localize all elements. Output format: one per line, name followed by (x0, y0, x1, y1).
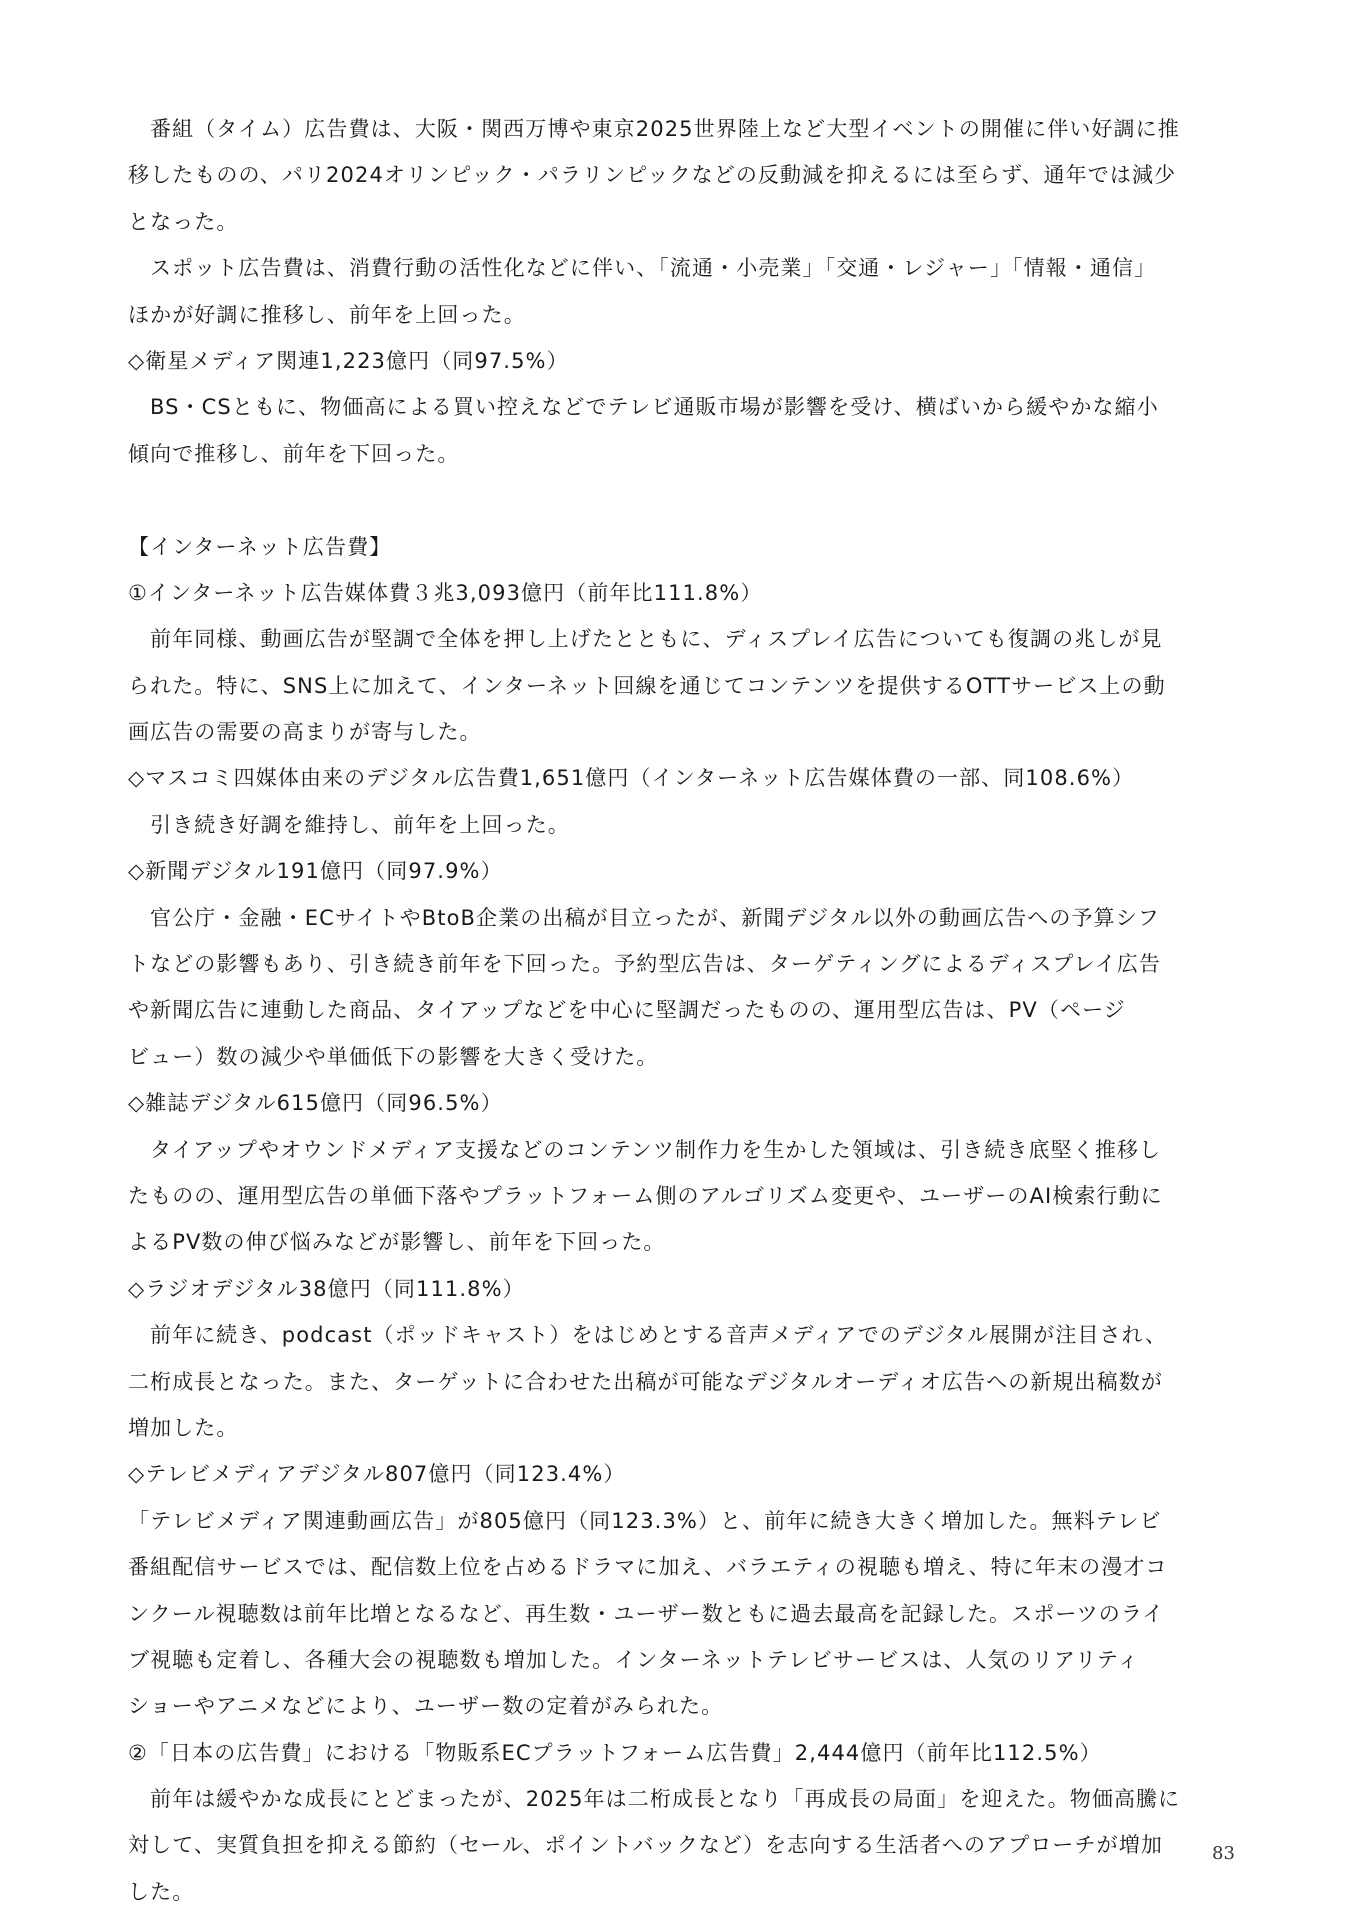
text-line: 前年同様、動画広告が堅調で全体を押し上げたとともに、ディスプレイ広告についても復調の兆しが見 (150, 627, 1163, 652)
text-line: ◇新聞デジタル191億円（同97.9%） (128, 859, 503, 884)
text-line: となった。 (128, 209, 239, 234)
text-line: 前年に続き、podcast（ポッドキャスト）をはじめとする音声メディアでのデジタル展開が注目され、 (150, 1323, 1168, 1348)
text-line: ◇雑誌デジタル615億円（同96.5%） (128, 1091, 503, 1116)
text-line: ◇テレビメディアデジタル807億円（同123.4%） (128, 1462, 626, 1487)
text-line: ンクール視聴数は前年比増となるなど、再生数・ユーザー数ともに過去最高を記録した。スポーツのライ (128, 1601, 1165, 1626)
text-line: ◇ラジオデジタル38億円（同111.8%） (128, 1276, 525, 1301)
text-line: 番組（タイム）広告費は、大阪・関西万博や東京2025世界陸上など大型イベントの開催に伴い好調に推 (150, 117, 1180, 141)
text-line: した。 (128, 1879, 195, 1904)
text-line: や新聞広告に連動した商品、タイアップなどを中心に堅調だったものの、運用型広告は、PV（ページ (128, 998, 1126, 1023)
text-line: 前年は緩やかな成長にとどまったが、2025年は二桁成長となり「再成長の局面」を迎えた。物価高騰に (150, 1787, 1181, 1812)
text-line: トなどの影響もあり、引き続き前年を下回った。予約型広告は、ターゲティングによるディスプレイ広告 (128, 952, 1162, 977)
text-line: ②「日本の広告費」における「物販系ECプラットフォーム広告費」2,444億円（前年比112.5%） (128, 1740, 1102, 1765)
text-line: タイアップやオウンドメディア支援などのコンテンツ制作力を生かした領域は、引き続き底堅く推移し (150, 1137, 1162, 1162)
text-line: ほかが好調に推移し、前年を上回った。 (128, 302, 526, 327)
text-line: られた。特に、SNS上に加えて、インターネット回線を通じてコンテンツを提供するOTTサービス上の動 (128, 673, 1166, 698)
text-line: スポット広告費は、消費行動の活性化などに伴い、「流通・小売業」「交通・レジャー」「情報・通信」 (150, 256, 1157, 281)
text-line: 二桁成長となった。また、ターゲットに合わせた出稿が可能なデジタルオーディオ広告への新規出稿数が (128, 1369, 1163, 1394)
page-number: 83 (1212, 1843, 1235, 1864)
blank-line (128, 477, 1240, 523)
text-line: ブ視聴も定着し、各種大会の視聴数も増加した。インターネットテレビサービスは、人気のリアリティ (128, 1647, 1140, 1672)
text-line: 【インターネット広告費】 (128, 534, 392, 559)
text-line: ビュー）数の減少や単価低下の影響を大きく受けた。 (128, 1044, 659, 1069)
text-line: ①インターネット広告媒体費３兆3,093億円（前年比111.8%） (128, 580, 763, 605)
text-line: ◇衛星メディア関連1,223億円（同97.5%） (128, 348, 569, 373)
text-line: ◇マスコミ四媒体由来のデジタル広告費1,651億円（インターネット広告媒体費の一部、同108.6%） (128, 766, 1135, 791)
text-line: 画広告の需要の高まりが寄与した。 (128, 720, 482, 745)
text-line: BS・CSともに、物価高による買い控えなどでテレビ通販市場が影響を受け、横ばいから緩やかな縮小 (150, 395, 1159, 420)
text-line: 増加した。 (128, 1415, 239, 1440)
document-body (128, 106, 1240, 1915)
text-line: たものの、運用型広告の単価下落やプラットフォーム側のアルゴリズム変更や、ユーザーのAI検索行動に (128, 1183, 1163, 1208)
text-line: 官公庁・金融・ECサイトやBtoB企業の出稿が目立ったが、新聞デジタル以外の動画広告への予算シフ (150, 905, 1160, 930)
text-line: 「テレビメディア関連動画広告」が805億円（同123.3%）と、前年に続き大きく増加した。無料テレビ (128, 1508, 1162, 1533)
text-line: 引き続き好調を維持し、前年を上回った。 (150, 812, 570, 837)
text-line: 移したものの、パリ2024オリンピック・パラリンピックなどの反動減を抑えるには至らず、通年では減少 (128, 163, 1177, 188)
text-line: ショーやアニメなどにより、ユーザー数の定着がみられた。 (128, 1694, 724, 1719)
text-line: 傾向で推移し、前年を下回った。 (128, 441, 460, 466)
text-line: 番組配信サービスでは、配信数上位を占めるドラマに加え、バラエティの視聴も増え、特に年末の漫才コ (128, 1555, 1168, 1580)
text-line: 対して、実質負担を抑える節約（セール、ポイントバックなど）を志向する生活者へのアプローチが増加 (128, 1833, 1163, 1858)
text-line: よるPV数の伸び悩みなどが影響し、前年を下回った。 (128, 1230, 666, 1255)
